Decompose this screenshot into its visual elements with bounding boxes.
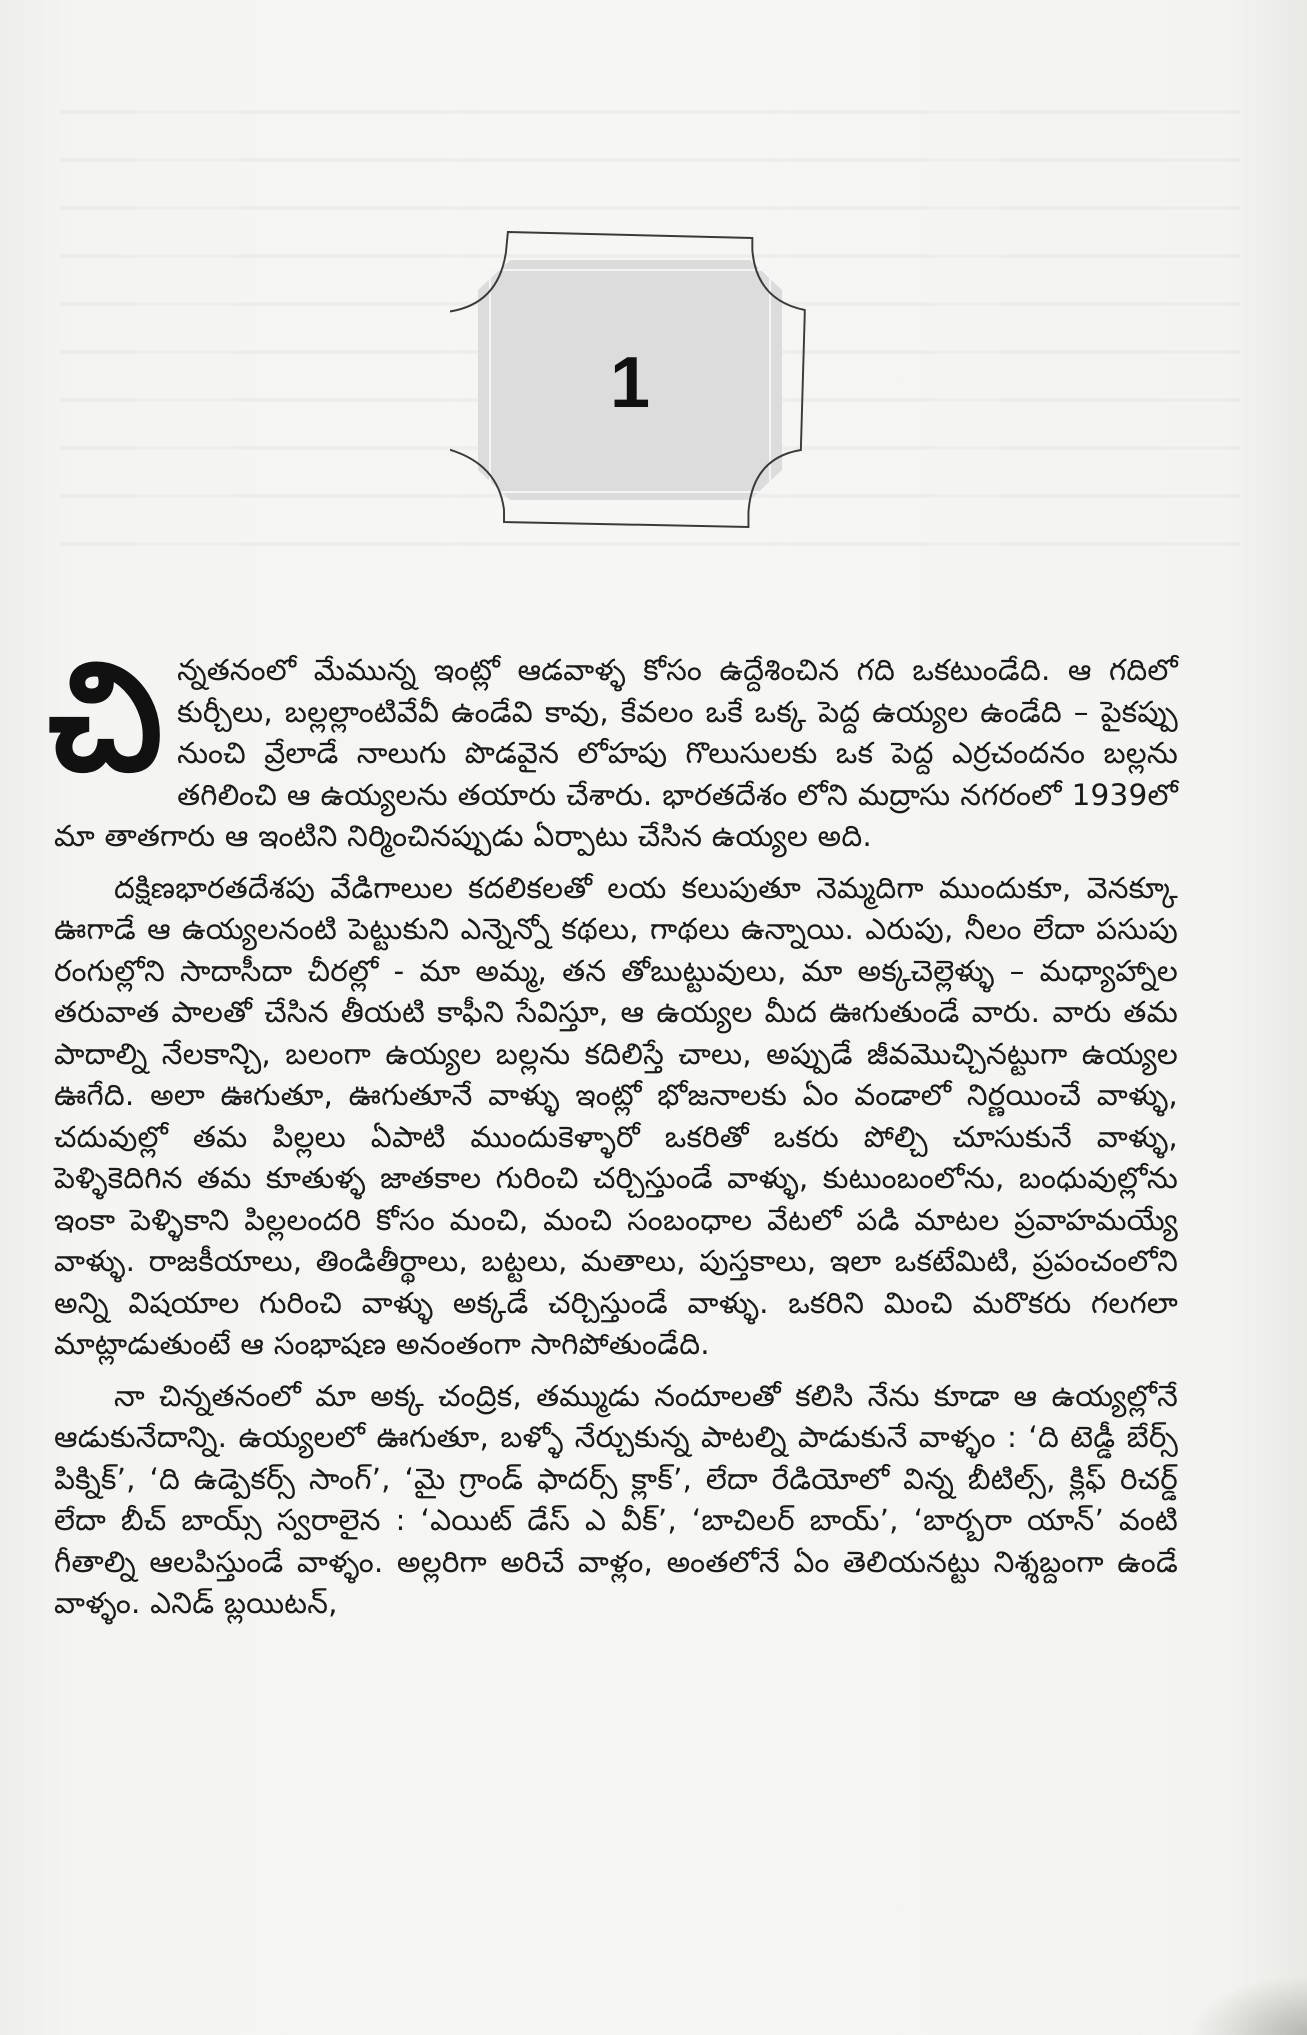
page-corner-shadow	[1187, 1975, 1307, 2035]
chapter-number: 1	[609, 343, 651, 423]
chapter-body	[48, 631, 1178, 1635]
paragraph-2: దక్షిణభారతదేశపు వేడిగాలుల కదలికలతో లయ కలుపుతూ నెమ్మదిగా ముందుకూ, వెనక్కూ ఊగాడే ఆ ఉయ్యలనంటి పెట్టుకుని ఎన్నెన్నో కథలు, గాథలు ఉన్నాయి. ఎరుపు, నీలం లేదా పసుపు రంగుల్లోని సాదాసీదా చీరల్లో - మా అమ్మ, తన తోబుట్టువులు, మా అక్కచెల్లెళ్ళు – మధ్యాహ్నాల తరువాత పాలతో చేసిన తీయటి కాఫీని సేవిస్తూ, ఆ ఉయ్యల మీద ఊగుతుండే వారు. వారు తమ పాదాల్ని నేలకాన్చి, బలంగా ఉయ్యల బల్లను కదిలిస్తే చాలు, అప్పుడే జీవమొచ్చినట్టుగా ఉయ్యల ఊగేది. అలా ఊగుతూ, ఊగుతూనే వాళ్ళు ఇంట్లో భోజనాలకు ఏం వండాలో నిర్ణయించే వాళ్ళు, చదువుల్లో తమ పిల్లలు ఏపాటి ముందుకెళ్ళారో ఒకరితో ఒకరు పోల్చి చూసుకునే వాళ్ళు, పెళ్ళికెదిగిన తమ కూతుళ్ళ జాతకాల గురించి చర్చిస్తుండే వాళ్ళు, కుటుంబంలోను, బంధువుల్లోను ఇంకా పెళ్ళికాని పిల్లలందరి కోసం మంచి, మంచి సంబంధాల వేటలో పడి మాటల ప్రవాహమయ్యే వాళ్ళు. రాజకీయాలు, తిండితీర్థాలు, బట్టలు, మతాలు, పుస్తకాలు, ఇలా ఒకటేమిటి, ప్రపంచంలోని అన్ని విషయాల గురించి వాళ్ళు అక్కడే చర్చిస్తుండే వాళ్ళు. ఒకరిని మించి మరొకరు గలగలా మాట్లాడుతుంటే ఆ సంభాషణ అనంతంగా సాగిపోతుండేది.	[54, 870, 1178, 1361]
paragraph-1	[48, 631, 1178, 858]
paragraph-1-text: న్నతనంలో మేమున్న ఇంట్లో ఆడవాళ్ళ కోసం ఉద్దేశించిన గది ఒకటుండేది. ఆ గదిలో కుర్చీలు, బల్లల్లాంటివేవీ ఉండేవి కావు, కేవలం ఒకే ఒక్క పెద్ద ఉయ్యల ఉండేది – పైకప్పు నుంచి వ్రేలాడే నాలుగు పొడవైన లోహపు గొలుసులకు ఒక పెద్ద ఎర్రచందనం బల్లను తగిలించి ఆ ఉయ్యలను తయారు చేశారు. భారతదేశం లోని మద్రాసు నగరంలో 1939లో మా తాతగారు ఆ ఇంటిని నిర్మించినప్పుడు ఏర్పాటు చేసిన ఉయ్యల అది.	[54, 653, 1178, 853]
drop-cap: చి	[48, 631, 164, 805]
paragraph-3: నా చిన్నతనంలో మా అక్క చంద్రిక, తమ్ముడు నందూలతో కలిసి నేను కూడా ఆ ఉయ్యల్లోనే ఆడుకునేదాన్ని. ఉయ్యలలో ఊగుతూ, బళ్ళో నేర్చుకున్న పాటల్ని పాడుకునే వాళ్ళం : ‘ది టెడ్డీ బేర్స్ పిక్నిక్’, ‘ది ఉడ్పెకర్స్ సాంగ్’, ‘మై గ్రాండ్ ఫాదర్స్ క్లాక్’, లేదా రేడియోలో విన్న బీటిల్స్, క్లిఫ్ రిచర్డ్ లేదా బీచ్ బాయ్స్ స్వరాలైన : ‘ఎయిట్ డేస్ ఎ వీక్’, ‘బాచిలర్ బాయ్’, ‘బార్బరా యాన్’ వంటి గీతాల్ని ఆలపిస్తుండే వాళ్ళం. అల్లరిగా అరిచే వాళ్లం, అంతలోనే ఏం తెలియనట్టు నిశ్శబ్దంగా ఉండే వాళ్ళం. ఎనిడ్ బ్లయిటన్,	[54, 1378, 1178, 1620]
chapter-number-badge	[450, 230, 810, 530]
